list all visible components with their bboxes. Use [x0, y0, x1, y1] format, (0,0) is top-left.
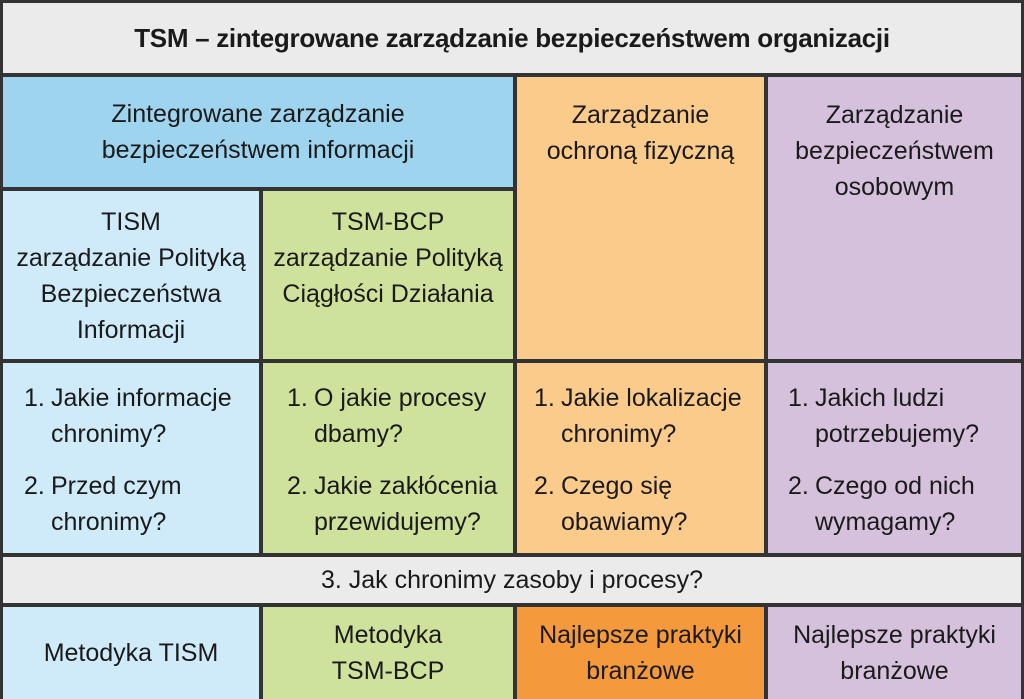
subheader-tism-line4: Informacji [76, 316, 186, 344]
method-tsm-bcp-line1: Metodyka [333, 621, 443, 649]
questions-tism [3, 363, 259, 553]
question-item [534, 468, 764, 540]
question-3-text: 3. Jak chronimy zasoby i procesy? [320, 565, 704, 594]
subheader-tsm-bcp-line3: Ciągłości Działania [282, 280, 494, 308]
header-personnel-line3: osobowym [834, 173, 955, 201]
header-isms-line1: Zintegrowane zarządzanie [111, 100, 405, 128]
subheader-tsm-bcp-line1: TSM-BCP [331, 208, 445, 236]
method-personnel-line2: branżowe [840, 657, 949, 685]
question-number: 2. [534, 472, 555, 500]
question-number: 1. [534, 384, 555, 412]
question-number: 1. [24, 384, 45, 412]
question-text: Jakie lokalizacje [561, 384, 742, 412]
method-physical-line2: branżowe [586, 657, 695, 685]
header-personnel-line2: bezpieczeństwem [795, 137, 994, 165]
question-text: Jakich ludzi [815, 384, 945, 412]
question-text: chronimy? [561, 420, 677, 448]
question-text: dbamy? [314, 420, 403, 448]
question-item [24, 380, 259, 452]
method-personnel [768, 607, 1021, 699]
question-text: Czego się [561, 472, 673, 500]
header-personnel-line1: Zarządzanie [825, 101, 964, 129]
header-isms-line2: bezpieczeństwem informacji [101, 136, 415, 164]
questions-tsm-bcp [263, 363, 513, 553]
header-physical-line2: ochroną fizyczną [546, 137, 735, 165]
question-number: 2. [24, 472, 45, 500]
question-item [788, 380, 1021, 452]
question-number: 2. [287, 472, 308, 500]
question-text: wymagamy? [815, 508, 956, 536]
question-text: Przed czym [51, 472, 182, 500]
method-personnel-line1: Najlepsze praktyki [793, 621, 996, 649]
method-physical [517, 607, 764, 699]
subheader-tism-line3: Bezpieczeństwa [40, 280, 222, 308]
question-item [534, 380, 764, 452]
question-3-bar [3, 557, 1021, 603]
question-text: chronimy? [51, 508, 167, 536]
question-number: 1. [788, 384, 809, 412]
subheader-tsm-bcp [263, 191, 513, 359]
question-number: 2. [788, 472, 809, 500]
header-physical [517, 77, 764, 359]
question-item [24, 468, 259, 540]
question-text: chronimy? [51, 420, 167, 448]
question-item [287, 380, 513, 452]
question-text: Czego od nich [815, 472, 975, 500]
diagram-title: TSM – zintegrowane zarządzanie bezpieczeństwem organizacji [3, 3, 1021, 73]
questions-physical [517, 363, 764, 553]
questions-personnel [768, 363, 1021, 553]
subheader-tism-line1: TISM [101, 208, 161, 236]
question-text: przewidujemy? [314, 508, 481, 536]
question-text: obawiamy? [561, 508, 688, 536]
question-number: 1. [287, 384, 308, 412]
method-tism-line1: Metodyka TISM [43, 639, 219, 667]
header-personnel [768, 77, 1021, 359]
method-physical-line1: Najlepsze praktyki [539, 621, 742, 649]
header-physical-line1: Zarządzanie [571, 101, 710, 129]
question-item [788, 468, 1021, 540]
subheader-tism [3, 191, 259, 359]
subheader-tsm-bcp-line2: zarządzanie Polityką [273, 244, 503, 272]
question-text: Jakie informacje [51, 384, 232, 412]
method-tsm-bcp [263, 607, 513, 699]
header-isms [3, 77, 513, 187]
subheader-tism-line2: zarządzanie Polityką [16, 244, 246, 272]
question-item [287, 468, 513, 540]
question-text: potrzebujemy? [815, 420, 979, 448]
method-tsm-bcp-line2: TSM-BCP [331, 657, 445, 685]
question-text: O jakie procesy [314, 384, 487, 412]
method-tism [3, 607, 259, 699]
question-text: Jakie zakłócenia [314, 472, 498, 500]
